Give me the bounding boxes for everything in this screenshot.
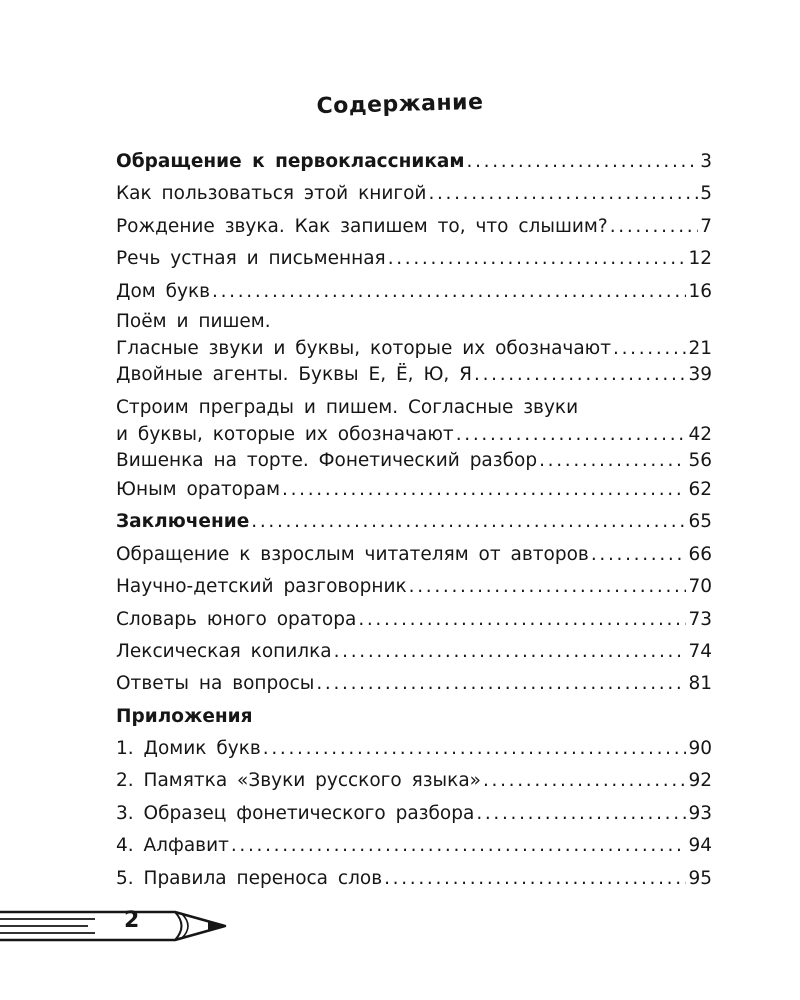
- toc-entry: [116, 733, 712, 765]
- toc-entry-label: Рождение звука. Как запишем то, что слышим?: [116, 215, 608, 237]
- toc-entry-page: 42: [688, 423, 712, 445]
- toc-entry-label: Гласные звуки и буквы, которые их обозначают: [116, 337, 612, 359]
- dot-leader: [316, 668, 686, 700]
- toc-entry-label: Научно-детский разговорник: [116, 576, 407, 598]
- toc-entry-page: 56: [688, 449, 712, 471]
- toc-entry-label: 4. Алфавит: [116, 835, 229, 857]
- toc-entry-page: 21: [688, 337, 712, 359]
- toc-entry-page: 92: [688, 770, 712, 792]
- toc-entry-label: Ответы на вопросы: [116, 673, 315, 695]
- page-number: 2: [124, 908, 140, 933]
- toc-entry: [116, 211, 712, 243]
- toc-entry-page: 95: [688, 867, 712, 889]
- dot-leader: [409, 571, 687, 603]
- toc-entry: [116, 506, 712, 538]
- toc-entry-label: Приложения: [116, 705, 253, 727]
- toc-entry: [116, 448, 712, 474]
- toc-entry: [116, 243, 712, 275]
- toc-entry-label: Юным ораторам: [116, 478, 281, 500]
- toc-entry-label: Речь устная и письменная: [116, 248, 386, 270]
- toc-entry: [116, 178, 712, 210]
- toc-entry: [116, 362, 712, 388]
- toc-entry-heading-line: [116, 394, 712, 422]
- dot-leader: [212, 276, 686, 308]
- toc-entry-page: 93: [688, 802, 712, 824]
- toc-entry: [116, 604, 712, 636]
- dot-leader: [476, 798, 686, 830]
- toc-entry-page: 81: [688, 673, 712, 695]
- dot-leader: [591, 539, 687, 571]
- dot-leader: [251, 506, 686, 538]
- toc-entry: [116, 422, 712, 448]
- toc-entry-label: 1. Домик букв: [116, 738, 261, 760]
- table-of-contents: [116, 146, 712, 895]
- dot-leader: [610, 211, 699, 243]
- toc-entry-page: 66: [688, 543, 712, 565]
- dot-leader: [334, 636, 687, 668]
- dot-leader: [358, 604, 686, 636]
- toc-entry-label: Обращение к первоклассникам: [116, 151, 465, 172]
- toc-entry-label: Словарь юного оратора: [116, 608, 357, 630]
- dot-leader: [428, 178, 698, 210]
- toc-entry-label: Двойные агенты. Буквы Е, Ё, Ю, Я: [116, 363, 473, 385]
- toc-entry: [116, 765, 712, 797]
- toc-section-heading: [116, 701, 712, 733]
- toc-entry-label: Поём и пишем.: [116, 310, 271, 332]
- toc-entry: [116, 863, 712, 895]
- dot-leader: [539, 448, 686, 474]
- toc-entry: [116, 830, 712, 862]
- toc-entry-label: Лексическая копилка: [116, 640, 332, 662]
- dot-leader: [231, 830, 687, 862]
- toc-entry-page: 12: [688, 248, 712, 270]
- toc-entry-page: 90: [688, 738, 712, 760]
- dot-leader: [263, 733, 687, 765]
- toc-entry: [116, 571, 712, 603]
- toc-entry-label: Дом букв: [116, 280, 211, 302]
- dot-leader: [483, 765, 686, 797]
- toc-entry: [116, 336, 712, 362]
- toc-entry-label: 3. Образец фонетического разбора: [116, 802, 475, 824]
- toc-entry: [116, 146, 712, 178]
- toc-entry: [116, 539, 712, 571]
- toc-entry: [116, 474, 712, 506]
- toc-entry-page: 62: [688, 478, 712, 500]
- toc-entry: [116, 636, 712, 668]
- toc-entry-page: 3: [700, 151, 712, 172]
- toc-entry-page: 73: [688, 608, 712, 630]
- dot-leader: [456, 422, 687, 448]
- toc-entry-label: и буквы, которые их обозначают: [116, 423, 454, 445]
- toc-entry: [116, 276, 712, 308]
- toc-entry-page: 65: [688, 511, 712, 533]
- dot-leader: [384, 863, 686, 895]
- dot-leader: [282, 474, 686, 506]
- toc-entry-page: 70: [688, 576, 712, 598]
- toc-entry-label: 2. Памятка «Звуки русского языка»: [116, 770, 481, 792]
- toc-entry-label: Заключение: [116, 511, 250, 533]
- toc-entry-heading-line: [116, 308, 712, 336]
- pencil-icon: [0, 902, 240, 950]
- toc-entry-page: 7: [700, 215, 712, 237]
- dot-leader: [467, 146, 699, 178]
- dot-leader: [474, 362, 686, 388]
- toc-entry-page: 74: [688, 640, 712, 662]
- toc-entry-label: Обращение к взрослым читателям от авторов: [116, 543, 589, 565]
- toc-entry-page: 39: [688, 363, 712, 385]
- toc-entry-page: 94: [688, 835, 712, 857]
- toc-entry-label: Вишенка на торте. Фонетический разбор: [116, 449, 538, 471]
- toc-entry-label: Как пользоваться этой книгой: [116, 183, 427, 205]
- dot-leader: [613, 336, 686, 362]
- toc-entry: [116, 668, 712, 700]
- toc-entry-label: Строим преграды и пишем. Согласные звуки: [116, 396, 579, 418]
- toc-entry: [116, 798, 712, 830]
- dot-leader: [388, 243, 687, 275]
- toc-entry-page: 5: [700, 183, 712, 205]
- toc-entry-page: 16: [688, 280, 712, 302]
- toc-entry-label: 5. Правила переноса слов: [116, 867, 383, 889]
- page-title: Содержание: [316, 89, 484, 120]
